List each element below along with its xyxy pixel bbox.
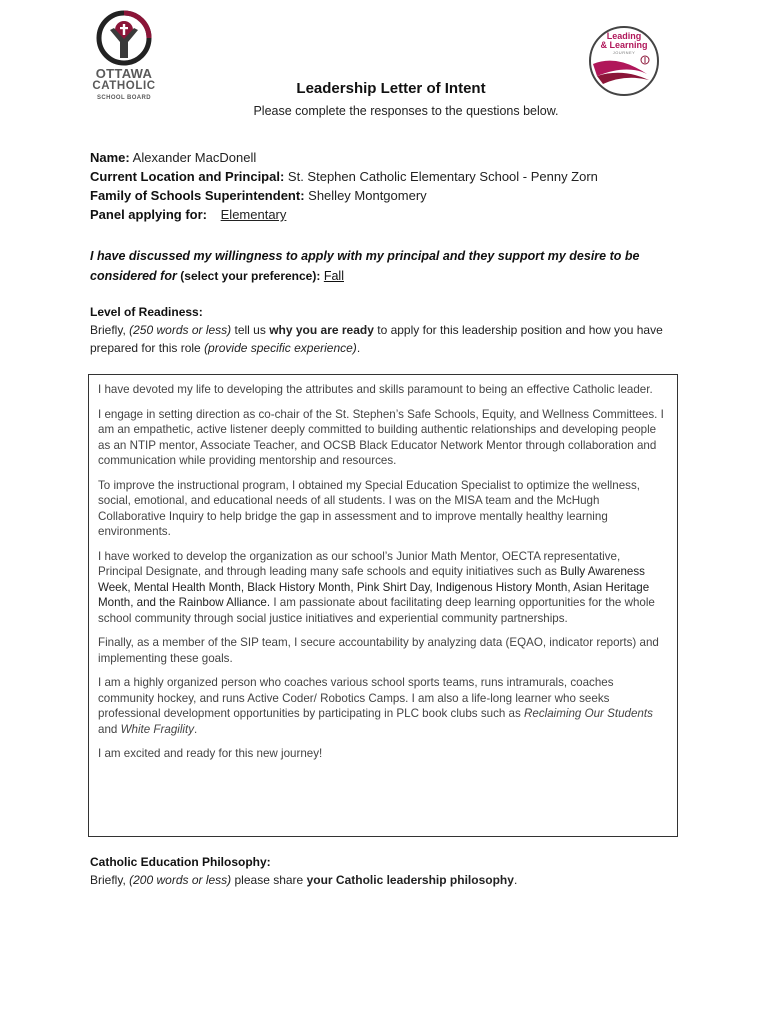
paragraph-6-start: I am a highly organized person who coaches various school sports teams, runs intramurals, coaches community hockey, and runs Active Coder/ Robotics Camps. I am also a life-long learner who seeks professional development opportunities by participating in PLC book clubs such as [98,676,614,720]
response-paragraph-2: I engage in setting direction as co-chair of the St. Stephen’s Safe Schools, Equity, and Wellness Committees. I am an empathetic, active listener deeply committed to building authentic relationships and developing people as an NTIP mentor, Associate Teacher, and OCSB Black Educator Network Mentor through collaboration and communication while providing mentorship and resources. [98,407,664,467]
paragraph-4-start: I have worked to develop the organization as our school’s Junior Math Mentor, OECTA representative, Principal Designate, and through leading many safe schools and equity initiatives such as [98,549,621,578]
philosophy-heading: Catholic Education Philosophy: [90,855,271,869]
book-title-2: White Fragility [120,722,195,736]
philosophy-description [90,871,690,889]
principal-support-statement [90,246,690,286]
readiness-heading: Level of Readiness: [90,305,203,319]
readiness-desc-start: Briefly, [90,323,130,337]
superintendent-value: Shelley Montgomery [308,188,427,203]
logo-line-school-board: SCHOOL BOARD [96,94,152,101]
readiness-desc-rest: to apply for this leadership position and how you have prepared for this role [90,323,663,355]
page-subtitle: Please complete the responses to the questions below. [253,104,559,118]
name-field [90,150,256,165]
paragraph-6-and: and [98,722,121,736]
page-title: Leadership Letter of Intent [296,80,486,97]
logo-line-catholic: CATHOLIC [92,80,156,92]
location-label: Current Location and Principal: [90,169,285,184]
response-paragraph-1: I have devoted my life to developing the attributes and skills paramount to being an effective Catholic leader. [98,383,653,396]
superintendent-label: Family of Schools Superintendent: [90,188,305,203]
philosophy-desc-end: . [513,873,518,887]
readiness-desc-bold: why you are ready [269,323,374,337]
panel-value: Elementary [220,207,287,222]
book-title-1: Reclaiming Our Students [524,707,653,720]
panel-label: Panel applying for: [90,207,208,222]
intent-text: I have discussed my willingness to apply with my principal and they support my desire to be considered for [90,249,640,283]
superintendent-field [90,188,427,203]
philosophy-desc-mid: please share [231,873,307,887]
response-paragraph-3: To improve the instructional program, I obtained my Special Education Specialist to optimize the wellness, social, emotional, and educational needs of all students. I was on the MISA team and the McHugh Collaborative Inquiry to help bridge the gap in assessment and to improve mentally healthy learning environments. [98,478,640,538]
name-value: Alexander MacDonell [132,150,257,165]
readiness-description [90,321,690,357]
readiness-desc-mid: tell us [231,323,270,337]
philosophy-desc-bold: your Catholic leadership philosophy [306,873,514,887]
intent-preference: Fall [323,269,344,283]
panel-field [90,207,286,222]
readiness-desc-note: (provide specific experience) [204,341,357,355]
intent-select-note: (select your preference): [180,269,321,283]
response-paragraph-7: I am excited and ready for this new journey! [98,747,323,760]
readiness-desc-end: . [356,341,361,355]
logo-line-leading: Leading [606,31,642,41]
location-value: St. Stephen Catholic Elementary School - Penny Zorn [287,169,598,184]
name-label: Name: [90,150,130,165]
paragraph-4-end: I am passionate about facilitating deep learning opportunities for the whole school community through social justice initiatives and experiential community partnerships. [98,596,655,625]
response-paragraph-6 [98,675,667,737]
logo-line-journey: JOURNEY [612,50,636,55]
readiness-word-limit: (250 words or less) [129,323,232,337]
paragraph-4-initiatives: Bully Awareness Week, Mental Health Month, Black History Month, Pink Shirt Day, Indigenous History Month, Asian Heritage Month, and the Rainbow Alliance. [98,565,650,609]
paragraph-6-end: . [194,722,198,736]
response-paragraph-5: Finally, as a member of the SIP team, I secure accountability by analyzing data (EQAO, indicator reports) and implementing these goals. [98,636,659,665]
response-paragraph-4 [98,549,667,627]
philosophy-word-limit: (200 words or less) [129,873,232,887]
logo-line-ottawa: OTTAWA [95,66,153,81]
readiness-response-box[interactable] [88,374,678,837]
philosophy-desc-start: Briefly, [90,873,130,887]
location-field [90,169,598,184]
logo-line-learning: & Learning [600,40,648,50]
ottawa-catholic-school-board-logo-icon [94,8,154,68]
